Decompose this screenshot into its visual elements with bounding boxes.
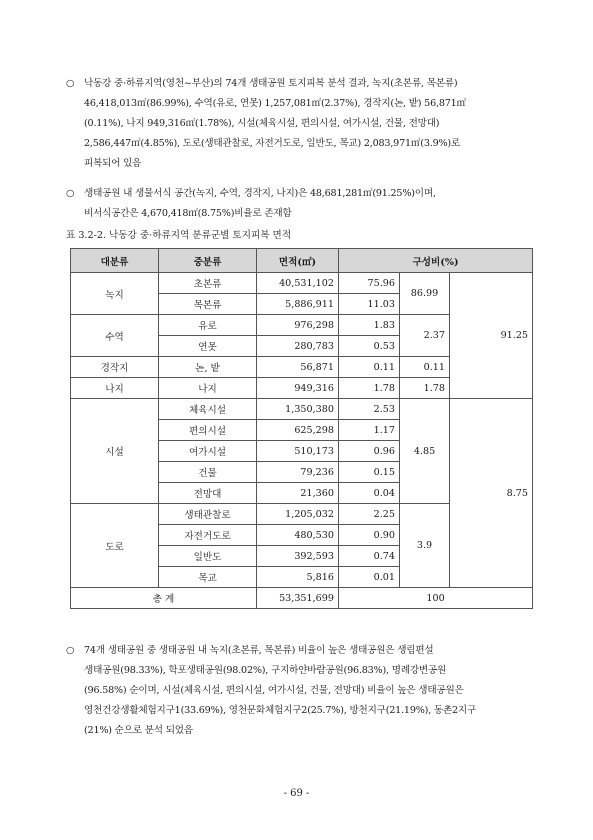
cell-area: 949,316 [257,378,339,399]
cell-area: 79,236 [257,462,339,483]
cell-minor: 편의시설 [159,420,257,441]
cell-minor: 유로 [159,315,257,336]
cell-total-pct: 100 [339,588,533,609]
cell-pct: 0.11 [339,357,400,378]
cell-major: 나지 [71,378,159,399]
paragraph-line: 46,418,013㎡(86.99%), 수역(유로, 연못) 1,257,081㎡(2.37%), 경작지(논, 밭) 56,871㎡ [84,98,466,109]
cell-pct: 75.96 [339,273,400,294]
paragraph-habitat-space [66,184,532,224]
cell-pct: 1.78 [339,378,400,399]
cell-minor: 나지 [159,378,257,399]
cell-area: 280,783 [257,336,339,357]
cell-minor: 일반도 [159,546,257,567]
cell-group-pct: 1.78 [400,378,450,399]
paragraph-park-ranking [66,641,532,741]
cell-area: 40,531,102 [257,273,339,294]
cell-pct: 11.03 [339,294,400,315]
cell-pct: 0.04 [339,483,400,504]
cell-pct: 0.01 [339,567,400,588]
paragraph-line: (96.58%) 순이며, 시설(체육시설, 편의시설, 여가시설, 건물, 전망대) 비율이 높은 생태공원은 [84,685,464,696]
cell-group-pct: 86.99 [400,273,450,315]
cell-group-pct: 3.9 [400,504,450,588]
cell-pct: 0.74 [339,546,400,567]
paragraph-line: 2,586,447㎡(4.85%), 도로(생태관찰로, 자전거도로, 일반도, 목교) 2,083,971㎡(3.9%)로 [84,138,461,149]
cell-area: 5,816 [257,567,339,588]
paragraph-line: 영천건강생활체험지구1(33.69%), 영천문화체험지구2(25.7%), 방천지구(21.19%), 동촌2지구 [84,705,477,716]
cell-minor: 전망대 [159,483,257,504]
cell-major: 수역 [71,315,159,357]
cell-area: 976,298 [257,315,339,336]
cell-pct: 2.53 [339,399,400,420]
cell-area: 21,360 [257,483,339,504]
cell-minor: 여가시설 [159,441,257,462]
cell-minor: 목본류 [159,294,257,315]
bullet-circle-icon: ○ [66,645,75,656]
cell-area: 56,871 [257,357,339,378]
cell-minor: 논, 밭 [159,357,257,378]
cell-major: 시설 [71,399,159,504]
paragraph-line: (21%) 순으로 분석 되었음 [84,725,193,736]
cell-minor: 생태관찰로 [159,504,257,525]
cell-total-area: 53,351,699 [257,588,339,609]
cell-group-pct: 4.85 [400,399,450,504]
paragraph-line: 비서식공간은 4,670,418㎡(8.75%)비율로 존재함 [84,208,292,219]
land-cover-table [70,248,533,609]
cell-area: 1,205,032 [257,504,339,525]
cell-minor: 초본류 [159,273,257,294]
cell-area: 5,886,911 [257,294,339,315]
cell-total-pct-nonhabitat: 8.75 [450,399,533,588]
bullet-circle-icon: ○ [66,188,75,199]
bullet-circle-icon: ○ [66,78,75,89]
paragraph-line: 생태공원(98.33%), 학포생태공원(98.02%), 구지하얀바람공원(96.83%), 명례강변공원 [84,665,447,676]
table-total-row [71,588,533,609]
cell-pct: 1.83 [339,315,400,336]
cell-pct: 0.96 [339,441,400,462]
paragraph-line: 낙동강 중·하류지역(영천~부산)의 74개 생태공원 토지피복 분석 결과, 녹지(초본류, 목본류) [84,78,458,89]
paragraph-line: 생태공원 내 생물서식 공간(녹지, 수역, 경작지, 나지)은 48,681,281㎡(91.25%)이며, [84,188,436,199]
cell-minor: 자전거도로 [159,525,257,546]
page-number: - 69 - [283,788,310,799]
cell-group-pct: 0.11 [400,357,450,378]
cell-minor: 목교 [159,567,257,588]
cell-minor: 연못 [159,336,257,357]
paragraph-line: (0.11%), 나지 949,316㎡(1.78%), 시설(체육시설, 편의시설, 여가시설, 건물, 전망대) [84,118,440,129]
header-area: 면적(㎡) [257,249,339,273]
cell-area: 480,530 [257,525,339,546]
header-composition-ratio: 구성비(%) [339,249,533,273]
cell-pct: 0.53 [339,336,400,357]
paragraph-line: 74개 생태공원 중 생태공원 내 녹지(초본류, 목본류) 비율이 높은 생태공원은 생림편설 [84,645,434,656]
paragraph-land-cover-summary [66,74,532,174]
cell-area: 1,350,380 [257,399,339,420]
table-row [71,399,533,420]
cell-total-pct-habitat: 91.25 [450,273,533,399]
table-header-row [71,249,533,273]
cell-area: 625,298 [257,420,339,441]
cell-minor: 체육시설 [159,399,257,420]
cell-total-label: 총 계 [71,588,257,609]
cell-area: 510,173 [257,441,339,462]
header-major-category: 대분류 [71,249,159,273]
cell-major: 경작지 [71,357,159,378]
cell-area: 392,593 [257,546,339,567]
cell-pct: 1.17 [339,420,400,441]
paragraph-line: 피복되어 있음 [84,158,142,169]
cell-group-pct: 2.37 [400,315,450,357]
cell-pct: 0.15 [339,462,400,483]
cell-major: 녹지 [71,273,159,315]
cell-pct: 2.25 [339,504,400,525]
table-caption: 표 3.2-2. 낙동강 중·하류지역 분류군별 토지피복 면적 [66,230,292,241]
header-minor-category: 중분류 [159,249,257,273]
cell-pct: 0.90 [339,525,400,546]
cell-major: 도로 [71,504,159,588]
cell-minor: 건물 [159,462,257,483]
table-row [71,273,533,294]
